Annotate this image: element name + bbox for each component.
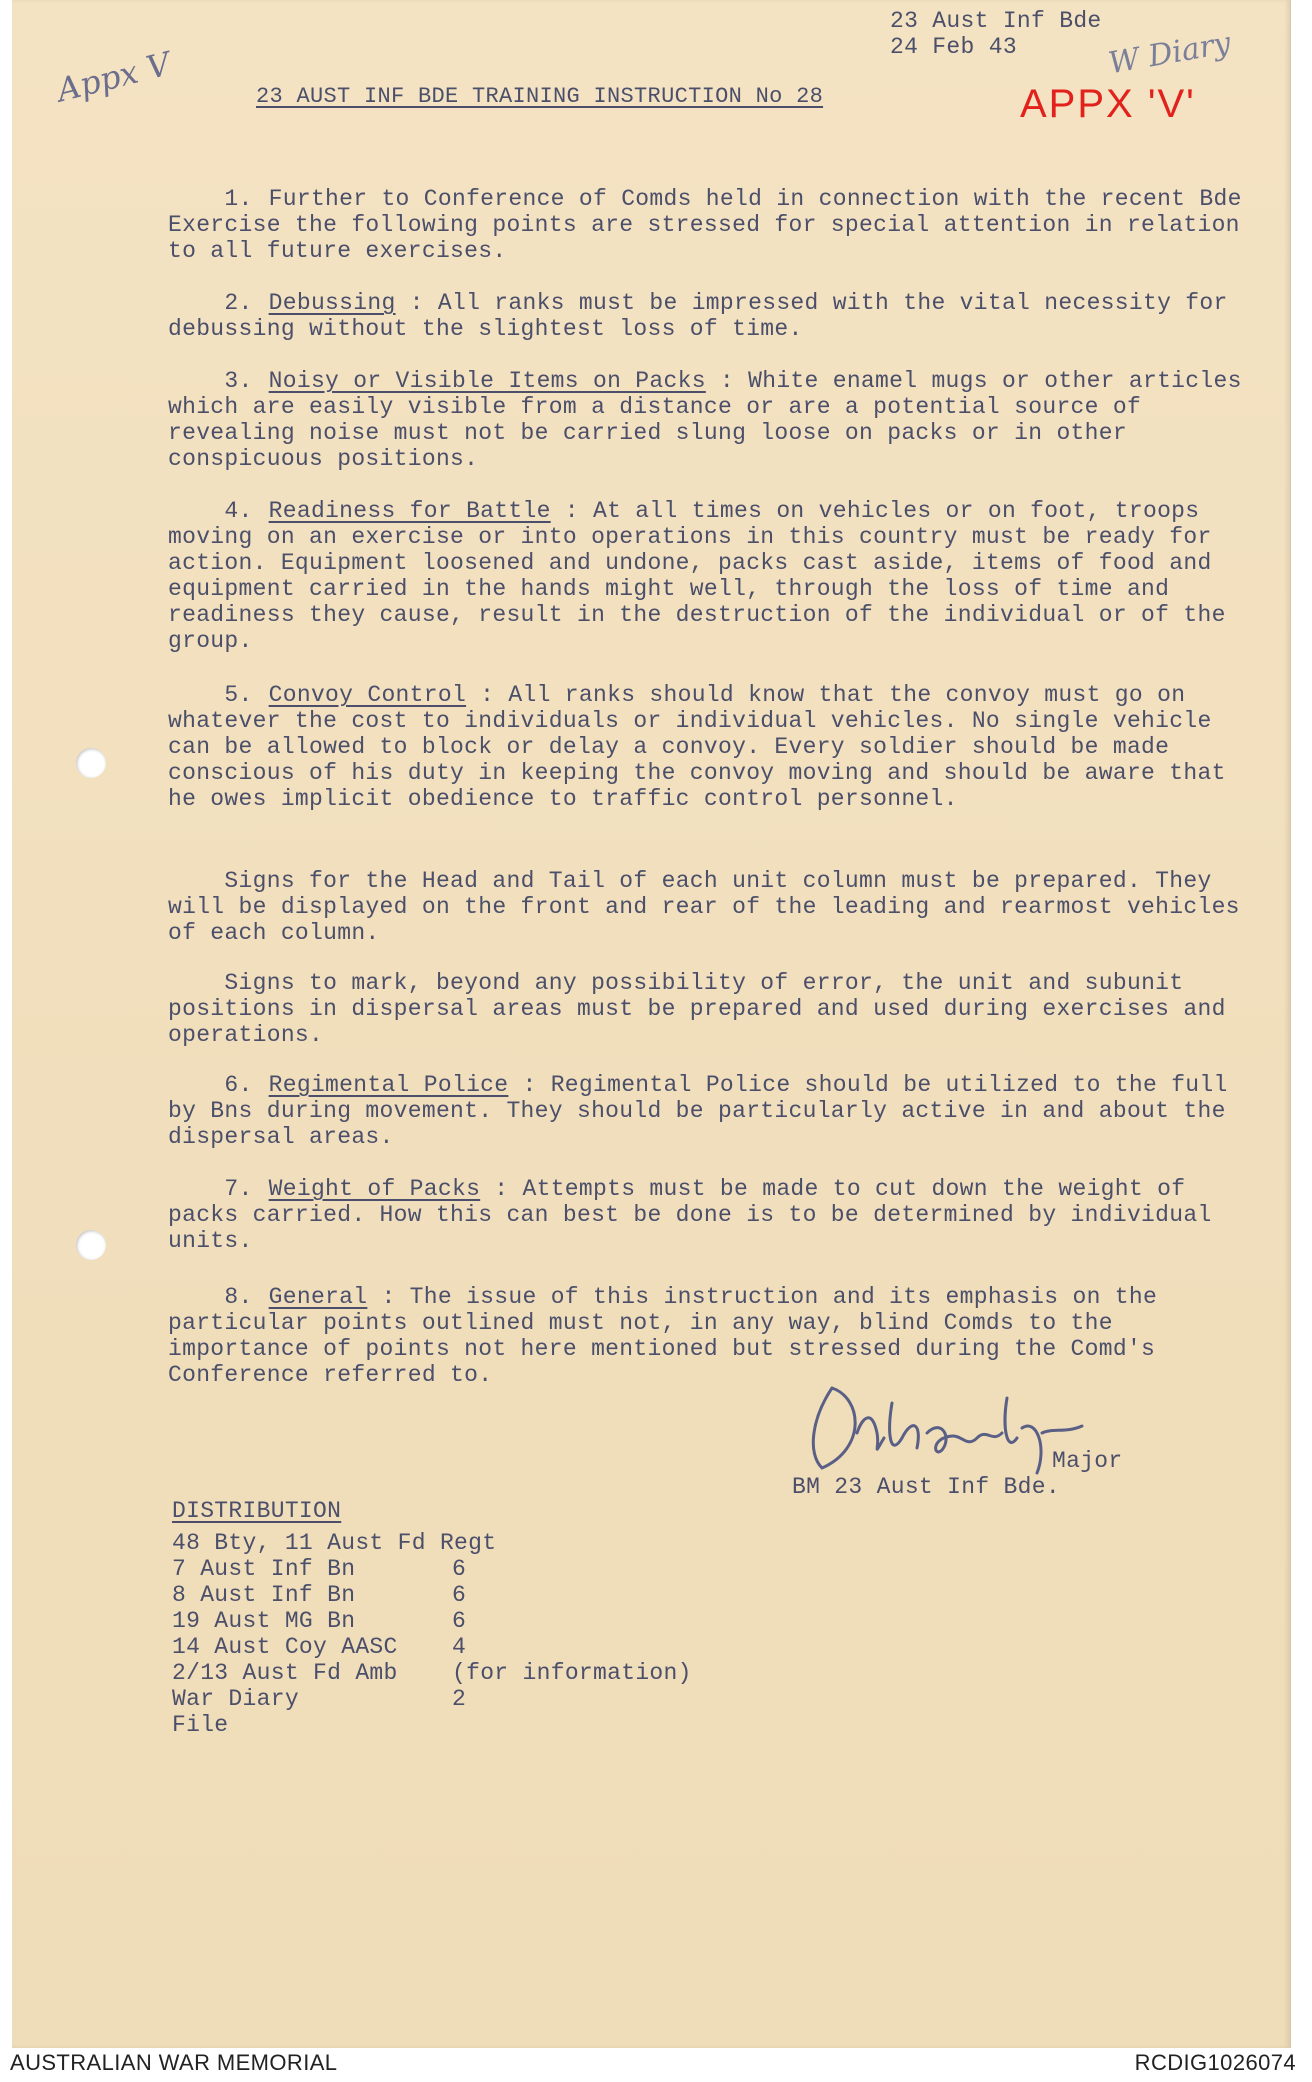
paragraph-heading: Regimental Police [268, 1072, 509, 1098]
paragraph-text: : Regimental Police should be utilized to the full by Bns during movement. They should be particularly active in and about the dispersal areas. [168, 1072, 1242, 1150]
paragraph-number: 7. [224, 1176, 253, 1202]
distribution-heading: DISTRIBUTION [172, 1498, 342, 1524]
handwritten-appx-note: Appx V [53, 44, 175, 110]
paragraph-5 [168, 656, 1258, 838]
paragraph-number: 8. [224, 1284, 253, 1310]
paragraph-text: : At all times on vehicles or on foot, troops moving on an exercise or into operations in this country must be ready for action. Equipment loosened and undone, packs cast aside, items of food and equipment carried in the hands might well, through the loss of time and readiness they cause, result in the destruction of the individual or of the group. [168, 498, 1240, 654]
header-date: 24 Feb 43 [890, 34, 1017, 60]
paragraph-text: : White enamel mugs or other articles which are easily visible from a distance or are a potential source of revealing noise must not be carried slung loose on packs or in other conspicuous positions. [168, 368, 1256, 472]
distribution-qty: 6 [452, 1608, 467, 1634]
signature-rank: Major [1052, 1448, 1123, 1474]
paragraph-number: 6. [224, 1072, 253, 1098]
header-formation: 23 Aust Inf Bde [890, 8, 1102, 34]
distribution-qty: 2 [452, 1686, 467, 1712]
paragraph-heading: General [268, 1284, 368, 1310]
distribution-unit: 14 Aust Coy AASC [172, 1634, 398, 1660]
handwritten-war-diary-note: W Diary [1105, 25, 1234, 82]
paragraph-text: : The issue of this instruction and its emphasis on the particular points outlined must not, in any way, blind Comds to the importance of points not here mentioned but stressed during the Comd's Conference referred to. [168, 1284, 1172, 1388]
footer-archive-name: AUSTRALIAN WAR MEMORIAL [10, 2050, 338, 2075]
document-title: 23 AUST INF BDE TRAINING INSTRUCTION No 28 [256, 84, 824, 109]
paragraph-text: : All ranks must be impressed with the vital necessity for debussing without the slightest loss of time. [168, 290, 1242, 342]
paragraph-4 [168, 472, 1258, 680]
paragraph-heading: Convoy Control [268, 682, 467, 708]
distribution-qty: (for information) [452, 1660, 692, 1686]
paragraph-heading: Debussing [268, 290, 396, 316]
handwritten-red-appx-mark: APPX 'V' [1020, 82, 1196, 126]
paragraph-number: 4. [224, 498, 253, 524]
footer-record-id: RCDIG1026074 [1134, 2050, 1296, 2075]
distribution-row [172, 1582, 692, 1608]
paragraph-text: Signs for the Head and Tail of each unit column must be prepared. They will be displayed on the front and rear of the leading and rearmost vehicles of each column. [168, 868, 1254, 946]
document-sheet [12, 0, 1291, 2048]
distribution-unit: War Diary [172, 1686, 299, 1712]
distribution-unit: 8 Aust Inf Bn [172, 1582, 356, 1608]
distribution-unit: File [172, 1712, 229, 1738]
distribution-qty: 6 [452, 1582, 467, 1608]
distribution-row [172, 1608, 692, 1634]
paragraph-text: Further to Conference of Comds held in connection with the recent Bde Exercise the following points are stressed for special attention in relation to all future exercises. [168, 186, 1256, 264]
paragraph-heading: Weight of Packs [268, 1176, 481, 1202]
paragraph-text: : Attempts must be made to cut down the weight of packs carried. How this can best be done is to be determined by individual units. [168, 1176, 1226, 1254]
distribution-row [172, 1712, 692, 1738]
paragraph-number: 2. [224, 290, 253, 316]
punch-hole [76, 1230, 106, 1260]
paragraph-heading: Readiness for Battle [268, 498, 551, 524]
header-block [890, 8, 1102, 60]
distribution-row [172, 1660, 692, 1686]
distribution-list [172, 1530, 692, 1738]
distribution-qty: 6 [452, 1556, 467, 1582]
punch-hole [76, 748, 106, 778]
paragraph-text: Signs to mark, beyond any possibility of error, the unit and subunit positions in dispersal areas must be prepared and used during exercises and operations. [168, 970, 1240, 1048]
distribution-unit: 7 Aust Inf Bn [172, 1556, 356, 1582]
paragraph-number: 5. [224, 682, 253, 708]
distribution-row [172, 1634, 692, 1660]
paragraph-number: 3. [224, 368, 253, 394]
signature-appointment: BM 23 Aust Inf Bde. [792, 1474, 1060, 1500]
paragraph-text: : All ranks should know that the convoy must go on whatever the cost to individuals or individual vehicles. No single vehicle can be allowed to block or delay a convoy. Every soldier should be made conscious of his duty in keeping the convoy moving and should be aware that he owes implicit obedience to traffic control personnel. [168, 682, 1240, 812]
distribution-row [172, 1686, 692, 1712]
paragraph-number: 1. [224, 186, 253, 212]
paragraph-heading: Noisy or Visible Items on Packs [268, 368, 706, 394]
distribution-row [172, 1556, 692, 1582]
distribution-row [172, 1530, 692, 1556]
distribution-qty: 4 [452, 1634, 467, 1660]
distribution-unit: 19 Aust MG Bn [172, 1608, 356, 1634]
distribution-unit: 48 Bty, 11 Aust Fd Regt [172, 1530, 497, 1556]
distribution-unit: 2/13 Aust Fd Amb [172, 1660, 398, 1686]
